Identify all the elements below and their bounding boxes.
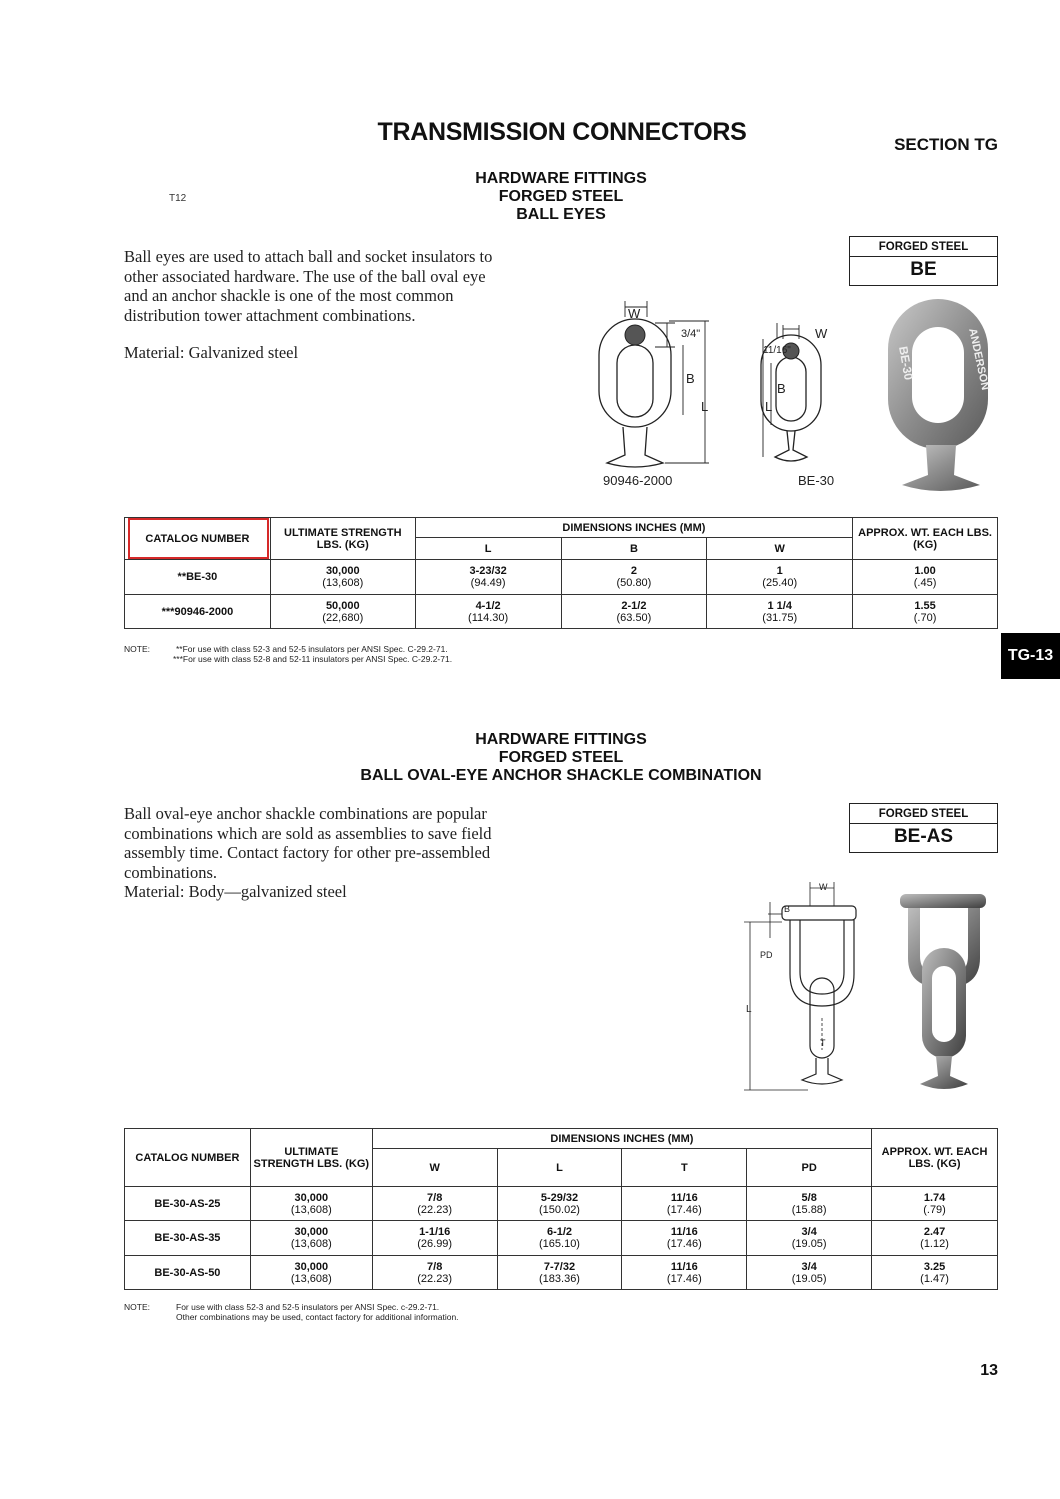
weight-value: 1.74 bbox=[923, 1191, 946, 1204]
col-dim-t: T bbox=[622, 1149, 747, 1187]
photo-eye-hole bbox=[912, 327, 964, 423]
weight-value: 3.25 bbox=[923, 1260, 946, 1273]
dim-b-mm: (63.50) bbox=[616, 611, 652, 624]
dim-t-mm: (17.46) bbox=[666, 1203, 702, 1216]
ball-eye-large-section bbox=[625, 325, 645, 345]
part1-notes bbox=[124, 644, 724, 666]
note-line: ***For use with class 52-8 and 52-11 insulators per ANSI Spec. C-29.2-71. bbox=[173, 654, 453, 664]
strength-kg: (13,608) bbox=[322, 577, 364, 589]
part1-heading-line: FORGED STEEL bbox=[498, 188, 624, 205]
dim-l-mm: (114.30) bbox=[468, 611, 509, 624]
caption-be30: BE-30 bbox=[798, 473, 835, 488]
dim-pd-mm: (19.05) bbox=[791, 1238, 827, 1250]
table-row bbox=[125, 1187, 998, 1221]
dim-l-label-shackle: L bbox=[746, 1004, 752, 1015]
dim-t-value: 11/16 bbox=[670, 1260, 698, 1273]
strength-value: 30,000 bbox=[294, 1191, 329, 1204]
weight-value: 2.47 bbox=[923, 1226, 946, 1238]
weight-kg: (.70) bbox=[913, 611, 937, 624]
dim-b-label-small: B bbox=[777, 381, 786, 396]
table-row bbox=[125, 595, 998, 629]
dim-w-mm: (25.40) bbox=[762, 577, 798, 589]
page-title: TRANSMISSION CONNECTORS bbox=[377, 118, 747, 146]
dim-l-label-small: L bbox=[765, 399, 773, 414]
strength-kg: (13,608) bbox=[290, 1203, 332, 1216]
catalog-number: BE-30-AS-35 bbox=[154, 1232, 221, 1244]
dim-t-value: 11/16 bbox=[670, 1226, 698, 1238]
table-row bbox=[125, 560, 998, 595]
strength-value: 30,000 bbox=[294, 1226, 329, 1238]
col-dim-w: W bbox=[372, 1149, 497, 1187]
dim-t-mm: (17.46) bbox=[666, 1272, 702, 1285]
part1-heading-line: BALL EYES bbox=[516, 206, 606, 223]
strength-value: 50,000 bbox=[325, 599, 360, 612]
part1-description-block bbox=[124, 247, 504, 363]
note-line: Other combinations may be used, contact factory for additional information. bbox=[176, 1312, 459, 1322]
catalog-number: **BE-30 bbox=[177, 571, 218, 583]
dim-b-value: 2-1/2 bbox=[621, 599, 647, 612]
note-label: NOTE: bbox=[124, 1302, 150, 1312]
dim-l-label: L bbox=[701, 399, 709, 414]
section-tab: TG-13 bbox=[1001, 633, 1060, 679]
part2-material: Material: Body—galvanized steel bbox=[124, 882, 347, 901]
page-code: T12 bbox=[169, 193, 187, 204]
part2-description: Ball oval-eye anchor shackle combinations are popular combinations which are sold as assemblies to save field assembly time. Contact factory for other pre-assembled combinations. bbox=[124, 804, 492, 882]
catalog-number: BE-30-AS-25 bbox=[154, 1197, 221, 1210]
section-label: SECTION TG bbox=[894, 135, 998, 154]
note-line: For use with class 52-3 and 52-5 insulators per ANSI Spec. c-29.2-71. bbox=[176, 1302, 440, 1312]
part2-description-block bbox=[124, 804, 494, 902]
dim-l-mm: (150.02) bbox=[539, 1203, 580, 1216]
col-dimensions: DIMENSIONS INCHES (MM) bbox=[372, 1129, 871, 1149]
part1-description: Ball eyes are used to attach ball and socket insulators to other associated hardware. The use of the ball oval eye and an anchor shackle is one of the most common distribution tower attachment combinations. bbox=[124, 247, 493, 325]
dim-pd-value: 3/4 bbox=[801, 1260, 817, 1273]
col-dim-w: W bbox=[707, 538, 853, 560]
part1-badge bbox=[849, 236, 998, 286]
dim-w-value: 1-1/16 bbox=[419, 1226, 451, 1238]
dim-pd-mm: (19.05) bbox=[791, 1272, 827, 1285]
col-dim-b: B bbox=[561, 538, 707, 560]
col-catalog: CATALOG NUMBER bbox=[125, 518, 271, 560]
weight-value: 1.55 bbox=[914, 599, 936, 612]
part2-notes bbox=[124, 1302, 724, 1324]
shackle-drawing bbox=[738, 878, 868, 1100]
dim-w-label-shackle: W bbox=[819, 882, 828, 892]
strength-kg: (13,608) bbox=[290, 1238, 332, 1250]
col-weight: APPROX. WT. EACH LBS. (KG) bbox=[872, 1129, 998, 1187]
part2-heading-line: FORGED STEEL bbox=[498, 749, 624, 766]
shackle-table bbox=[124, 1128, 998, 1290]
dim-l-value: 3-23/32 bbox=[469, 565, 507, 577]
dim-w-mm: (22.23) bbox=[417, 1272, 453, 1285]
dim-l-value: 7-7/32 bbox=[543, 1260, 576, 1273]
part1-badge-code: BE bbox=[910, 259, 937, 280]
strength-value: 30,000 bbox=[325, 565, 360, 577]
ball-end bbox=[802, 1058, 842, 1084]
col-strength: ULTIMATE STRENGTH LBS. (KG) bbox=[270, 518, 415, 560]
strength-value: 30,000 bbox=[294, 1260, 329, 1273]
dim-w-mm: (22.23) bbox=[417, 1203, 453, 1216]
highlight-box bbox=[128, 518, 269, 559]
part1-heading bbox=[0, 170, 1060, 224]
note-line: **For use with class 52-3 and 52-5 insulators per ANSI Spec. C-29.2-71. bbox=[176, 644, 448, 654]
part1-badge-material: FORGED STEEL bbox=[850, 237, 997, 257]
part2-heading-line: HARDWARE FITTINGS bbox=[475, 731, 647, 748]
dim-pd-value: 3/4 bbox=[801, 1226, 817, 1238]
dim-l-value: 5-29/32 bbox=[540, 1191, 579, 1204]
dim-l-mm: (183.36) bbox=[539, 1272, 580, 1285]
dim-l-value: 6-1/2 bbox=[546, 1226, 573, 1238]
part2-heading bbox=[0, 731, 1060, 785]
weight-kg: (1.12) bbox=[920, 1238, 949, 1250]
dim-b-label-shackle: B bbox=[784, 904, 791, 914]
dim-b-mm: (50.80) bbox=[616, 577, 652, 589]
catalog-number: ***90946-2000 bbox=[161, 605, 234, 618]
dim-w-mm: (31.75) bbox=[762, 611, 798, 624]
dim-w-mm: (26.99) bbox=[417, 1238, 453, 1250]
caption-90946: 90946-2000 bbox=[603, 473, 673, 488]
note-label: NOTE: bbox=[124, 644, 150, 654]
col-dim-pd: PD bbox=[747, 1149, 872, 1187]
dim-thickness-label-large: 3/4" bbox=[681, 328, 701, 340]
dim-pd-label: PD bbox=[760, 950, 773, 960]
photo-pin bbox=[900, 894, 986, 908]
col-dim-l: L bbox=[415, 538, 561, 560]
dim-l-value: 4-1/2 bbox=[475, 599, 501, 612]
col-strength: ULTIMATE STRENGTH LBS. (KG) bbox=[250, 1129, 372, 1187]
table-row bbox=[125, 1256, 998, 1290]
ball-eye-drawing bbox=[585, 295, 845, 500]
weight-value: 1.00 bbox=[914, 565, 936, 577]
part1-material: Material: Galvanized steel bbox=[124, 343, 299, 362]
shackle-photo bbox=[894, 880, 994, 1100]
dim-t-value: 11/16 bbox=[670, 1191, 698, 1204]
shackle-pin bbox=[782, 906, 856, 920]
dim-w-value: 1 1/4 bbox=[767, 599, 792, 612]
ball-eye-photo bbox=[880, 293, 998, 498]
dim-w-label-small: W bbox=[815, 326, 828, 341]
col-dimensions: DIMENSIONS INCHES (MM) bbox=[415, 518, 852, 538]
dim-w-label: W bbox=[628, 306, 641, 321]
photo-stamp-anderson: ANDERSON bbox=[966, 327, 992, 392]
part2-badge bbox=[849, 803, 998, 853]
dim-w-value: 7/8 bbox=[427, 1260, 443, 1273]
col-catalog: CATALOG NUMBER bbox=[125, 1129, 251, 1187]
page-number: 13 bbox=[980, 1362, 998, 1379]
dim-t-label: T bbox=[820, 1038, 826, 1048]
dim-pd-value: 5/8 bbox=[801, 1191, 817, 1204]
weight-kg: (.79) bbox=[923, 1203, 946, 1216]
dim-b-label: B bbox=[686, 371, 695, 386]
dim-b-value: 2 bbox=[630, 565, 637, 577]
part1-heading-line: HARDWARE FITTINGS bbox=[475, 170, 647, 187]
dim-pd-mm: (15.88) bbox=[791, 1203, 827, 1216]
col-weight: APPROX. WT. EACH LBS. (KG) bbox=[853, 518, 998, 560]
catalog-number: BE-30-AS-50 bbox=[154, 1266, 221, 1279]
dim-l-mm: (94.49) bbox=[470, 577, 506, 589]
dim-w-value: 1 bbox=[776, 565, 783, 577]
part2-badge-material: FORGED STEEL bbox=[850, 804, 997, 824]
strength-kg: (22,680) bbox=[322, 611, 364, 624]
part2-badge-code: BE-AS bbox=[893, 826, 954, 847]
weight-kg: (.45) bbox=[913, 577, 937, 589]
dim-w-value: 7/8 bbox=[427, 1191, 443, 1204]
part2-heading-line: BALL OVAL-EYE ANCHOR SHACKLE COMBINATION bbox=[360, 767, 762, 784]
weight-kg: (1.47) bbox=[920, 1272, 949, 1285]
photo-stamp-be30: BE-30 bbox=[896, 345, 916, 382]
table-row bbox=[125, 1221, 998, 1256]
dim-l-mm: (165.10) bbox=[539, 1238, 580, 1250]
strength-kg: (13,608) bbox=[290, 1272, 332, 1285]
dim-thickness-label-small: 11/16" bbox=[763, 345, 791, 356]
photo-ball bbox=[902, 445, 980, 491]
photo-ball-end bbox=[920, 1056, 968, 1089]
dim-t-mm: (17.46) bbox=[666, 1238, 702, 1250]
col-dim-l: L bbox=[497, 1149, 622, 1187]
